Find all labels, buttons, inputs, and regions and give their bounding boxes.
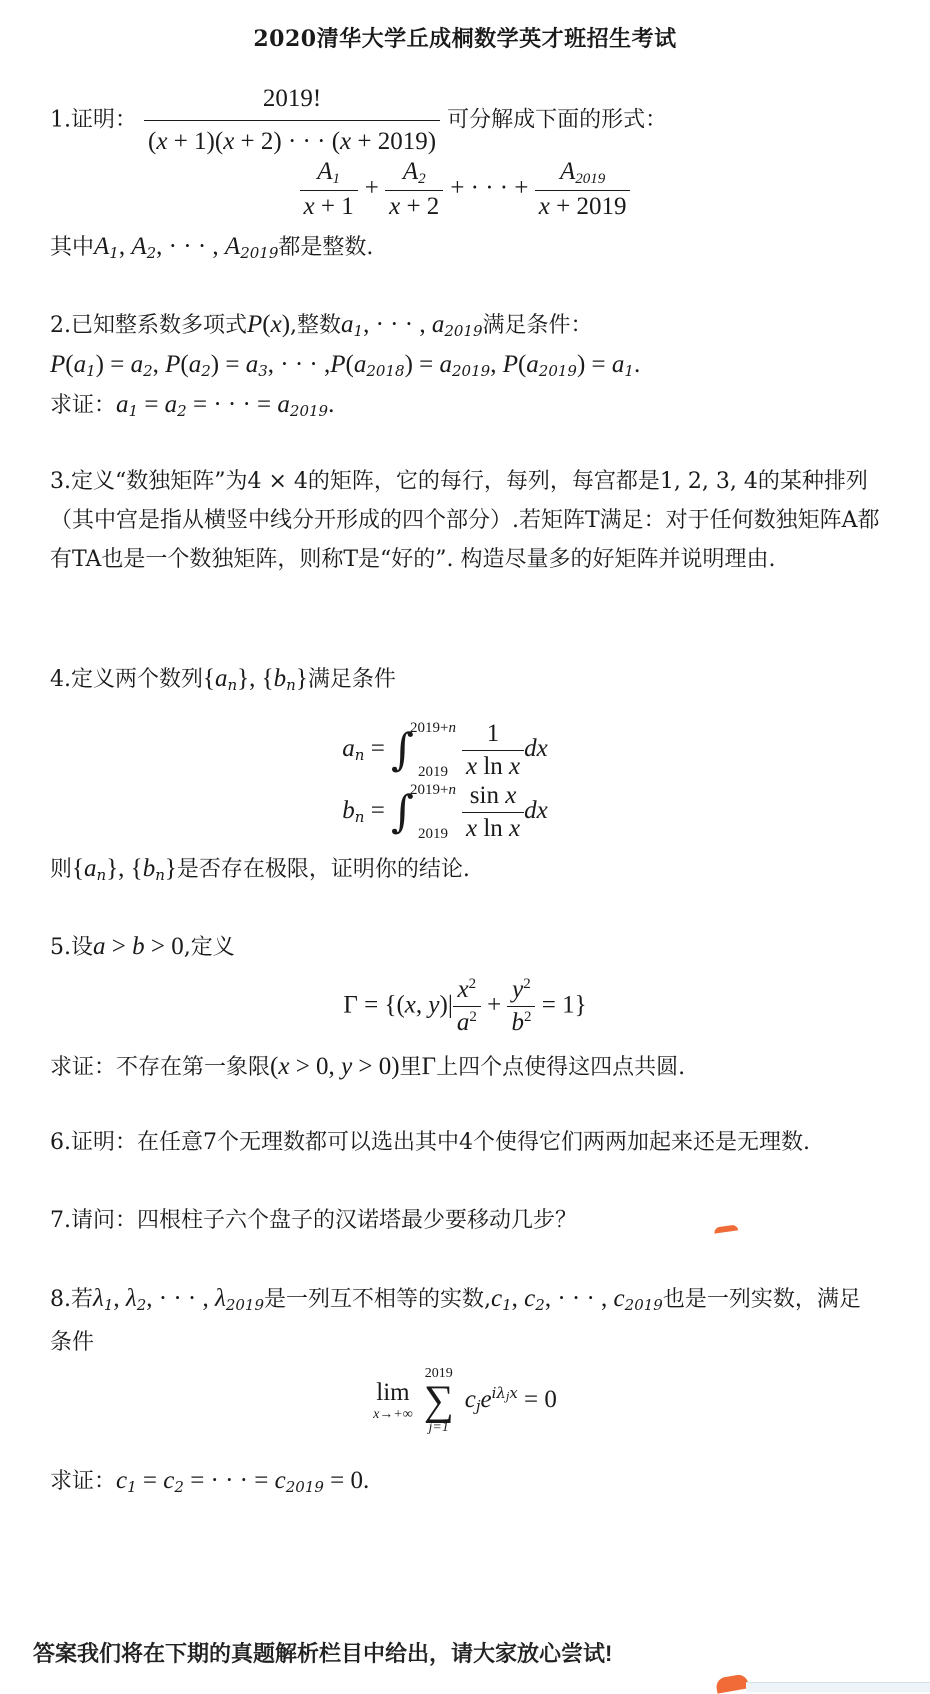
q1-conclusion: 其中$A_1$, $A_2$, · · · , $A_{2019}$都是整数. <box>50 233 374 262</box>
q5-proof: 求证：不存在第一象限(x > 0, y > 0)里Γ上四个点使得这四点共圆. <box>50 1053 686 1080</box>
exam-title: 2020清华大学丘成桐数学英才班招生考试 <box>253 26 677 52</box>
question-1: 1.证明： $\frac{2019!}{(x + 1)(x + 2) \cdot \cdot \cdot (x + 2019)}$ 可分解成下面的形式： <box>50 80 880 161</box>
q8-limit-formula: lim x→+∞ 2019 ∑ j=1 $c_je^{i\lambda_jx} = 0$ <box>373 1366 557 1435</box>
q5-ellipse-set: Γ = {(x, y)| $\frac{x^2}{a^2}$ + $\frac{y^2}{b^2}$ = 1} <box>343 976 587 1036</box>
q4-formula-b: $b_n = \int 2019+n$ 2019 $\frac{\text{sin x}}{\text{x ln x}}$ dx <box>342 781 548 842</box>
q4-formula-a: $a_n = \int 2019+n$ 2019 $\frac{1}{\text{x ln x}}$ dx <box>342 719 548 780</box>
q1-partial-fractions: $\frac{A_1}{x + 1}$ + $\frac{A_2}{x + 2}$ + · · · + $\frac{A_{2019}}{x + 2019}$ <box>0 158 930 221</box>
q2-conditions: $P(a_1) = a_2$, $P(a_2) = a_3$, · · · $,P(a_{2018}) = a_{2019}$, $P(a_{2019}) = a_1$. <box>50 351 641 380</box>
question-6: 6.证明：在任意7个无理数都可以选出其中4个使得它们两两加起来还是无理数. <box>50 1130 810 1155</box>
question-4: 4.定义两个数列$\{a_n\}$, $\{b_n\}$满足条件 <box>50 665 396 694</box>
q8-proof: 求证：$c_1 = c_2$ = · · · = $c_{2019} = 0$. <box>50 1467 370 1496</box>
question-2: 2.已知整系数多项式P(x),整数$a_1$, · · · , $a_{2019}$满足条件： <box>50 311 593 340</box>
footer-note: 答案我们将在下期的真题解析栏目中给出，请大家放心尝试! <box>33 1641 613 1666</box>
q1-fraction: $\frac{2019!}{(x + 1)(x + 2) \cdot \cdot \cdot (x + 2019)}$ <box>144 80 440 161</box>
question-5: 5.设a > b > 0,定义 <box>50 933 235 960</box>
q2-proof: 求证：$a_1 = a_2$ = · · · = $a_{2019}$. <box>50 391 335 420</box>
q4-conclusion: 则$\{a_n\}$, $\{b_n\}$是否存在极限，证明你的结论. <box>50 855 470 884</box>
question-8: 8.若$\lambda_1$, $\lambda_2$, · · · , $\lambda_{2019}$是一列互不相等的实数$,c_1$, $c_2$, · · · , $c_{2019}$也是一列实数，满足条件 <box>50 1285 861 1355</box>
question-3: 3.定义“数独矩阵”为4 × 4的矩阵，它的每行，每列，每宫都是1, 2, 3, 4的某种排列（其中宫是指从横竖中线分开形成的四个部分）.若矩阵T满足：对于任何数独矩阵A都有TA也是一个数独矩阵，则称T是“好的”. 构造尽量多的好矩阵并说明理由. <box>50 469 880 572</box>
question-7: 7.请问：四根柱子六个盘子的汉诺塔最少要移动几步？ <box>50 1208 577 1233</box>
